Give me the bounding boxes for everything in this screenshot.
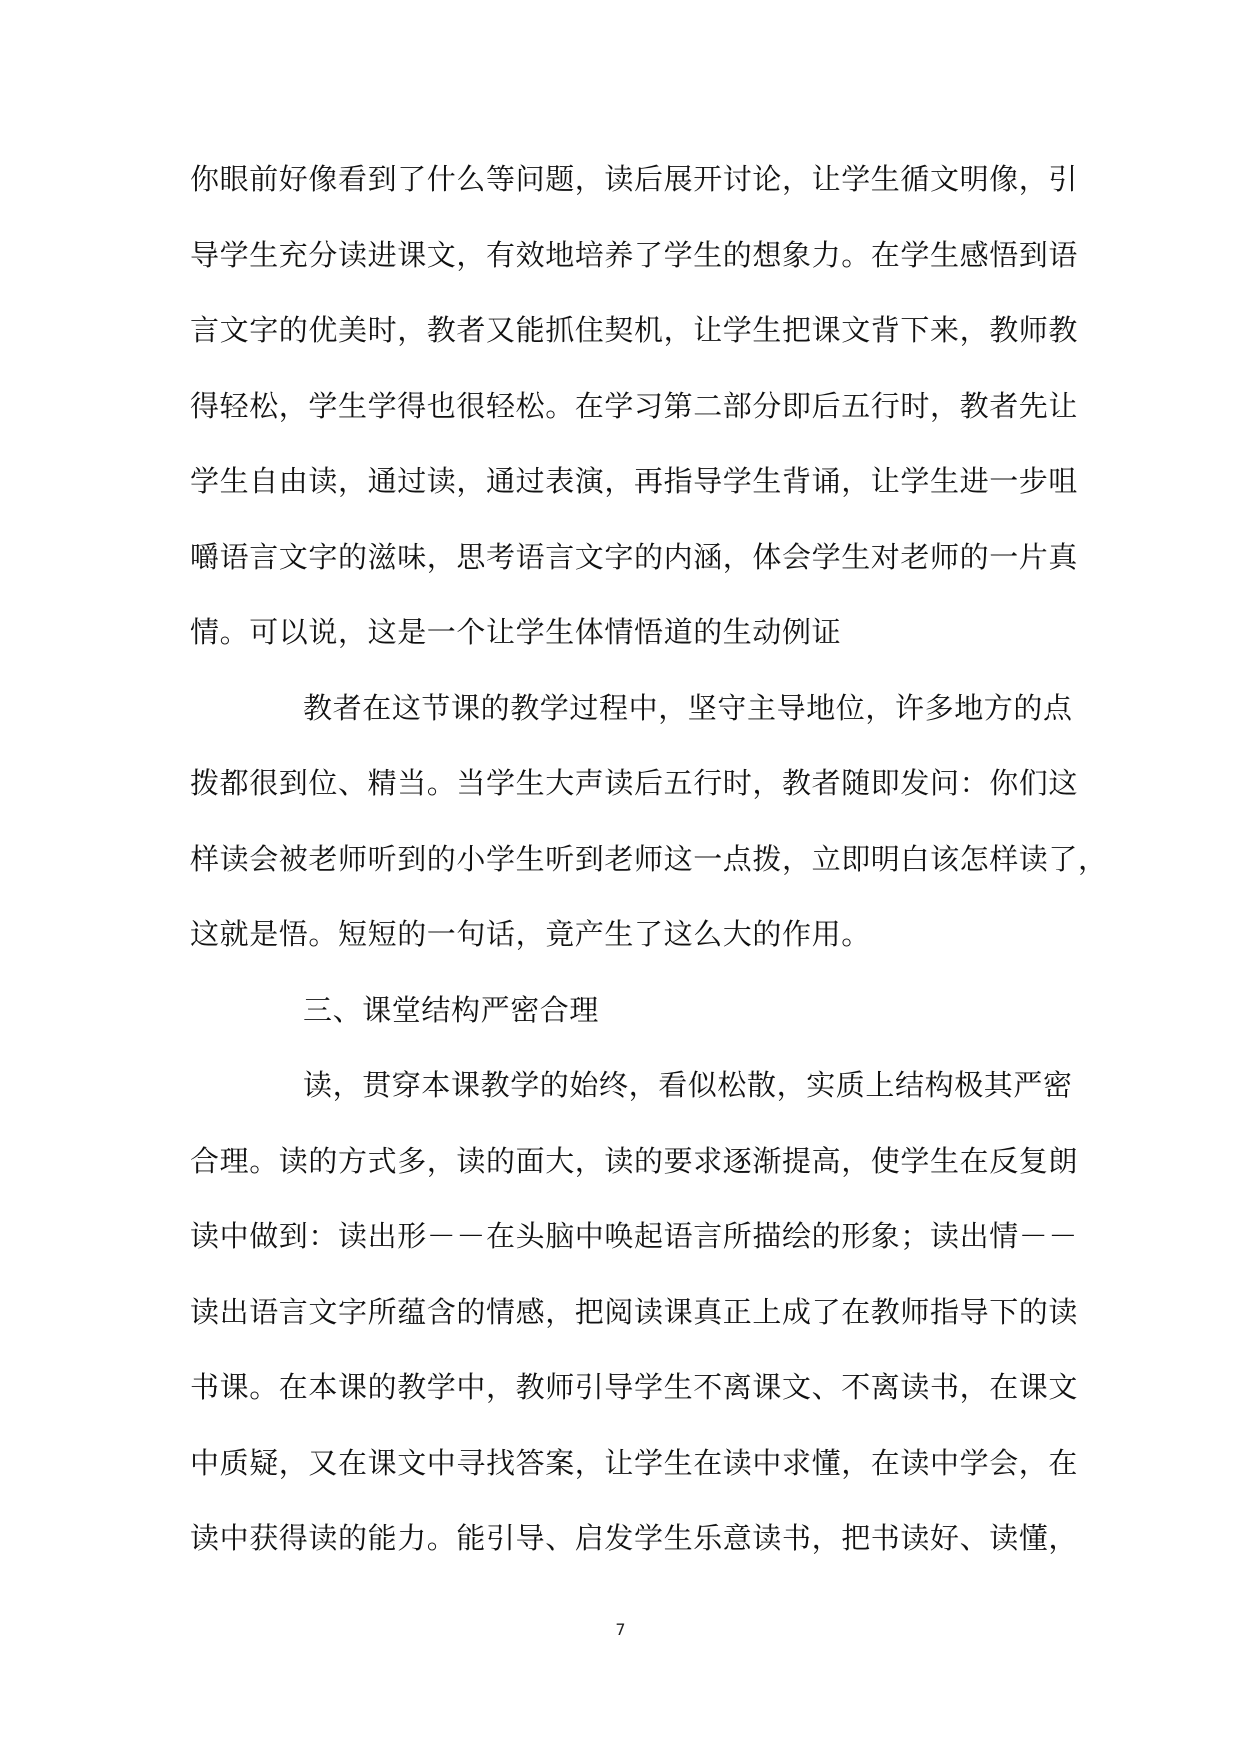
text-line: 情。可以说，这是一个让学生体情悟道的生动例证 (190, 615, 842, 649)
text-line: 合理。读的方式多，读的面大，读的要求逐渐提高，使学生在反复朗 (190, 1143, 1079, 1178)
text-line: 学生自由读，通过读，通过表演，再指导学生背诵，让学生进一步咀 (190, 464, 1079, 498)
text-line: 拨都很到位、精当。当学生大声读后五行时，教者随即发问：你们这 (190, 766, 1079, 800)
text-line: 三、课堂结构严密合理 (303, 992, 600, 1027)
text-line: 这就是悟。短短的一句话，竟产生了这么大的作用。 (190, 917, 871, 951)
text-line: 教者在这节课的教学过程中，坚守主导地位，许多地方的点 (303, 690, 1073, 725)
body-text (190, 142, 1108, 1577)
text-line: 导学生充分读进课文，有效地培养了学生的想象力。在学生感悟到语 (190, 237, 1079, 272)
text-line: 得轻松，学生学得也很轻松。在学习第二部分即后五行时，教者先让 (190, 388, 1079, 423)
text-line: 中质疑，又在课文中寻找答案，让学生在读中求懂，在读中学会，在 (190, 1445, 1079, 1480)
page-number: 7 (615, 1620, 626, 1639)
text-line: 读中获得读的能力。能引导、启发学生乐意读书，把书读好、读懂， (190, 1521, 1079, 1555)
text-line: 读出语言文字所蕴含的情感，把阅读课真正上成了在教师指导下的读 (190, 1294, 1079, 1329)
text-line: 样读会被老师听到的小学生听到老师这一点拨，立即明白该怎样读了， (190, 841, 1108, 876)
text-line: 读，贯穿本课教学的始终，看似松散，实质上结构极其严密 (303, 1068, 1073, 1102)
text-line: 读中做到：读出形－－在头脑中唤起语言所描绘的形象；读出情－－ (190, 1219, 1079, 1253)
text-line: 言文字的优美时，教者又能抓住契机，让学生把课文背下来，教师教 (190, 313, 1079, 347)
text-line: 书课。在本课的教学中，教师引导学生不离课文、不离读书，在课文 (190, 1370, 1079, 1404)
text-line: 你眼前好像看到了什么等问题，读后展开讨论，让学生循文明像，引 (190, 162, 1079, 196)
text-line: 嚼语言文字的滋味，思考语言文字的内涵，体会学生对老师的一片真 (190, 539, 1079, 574)
